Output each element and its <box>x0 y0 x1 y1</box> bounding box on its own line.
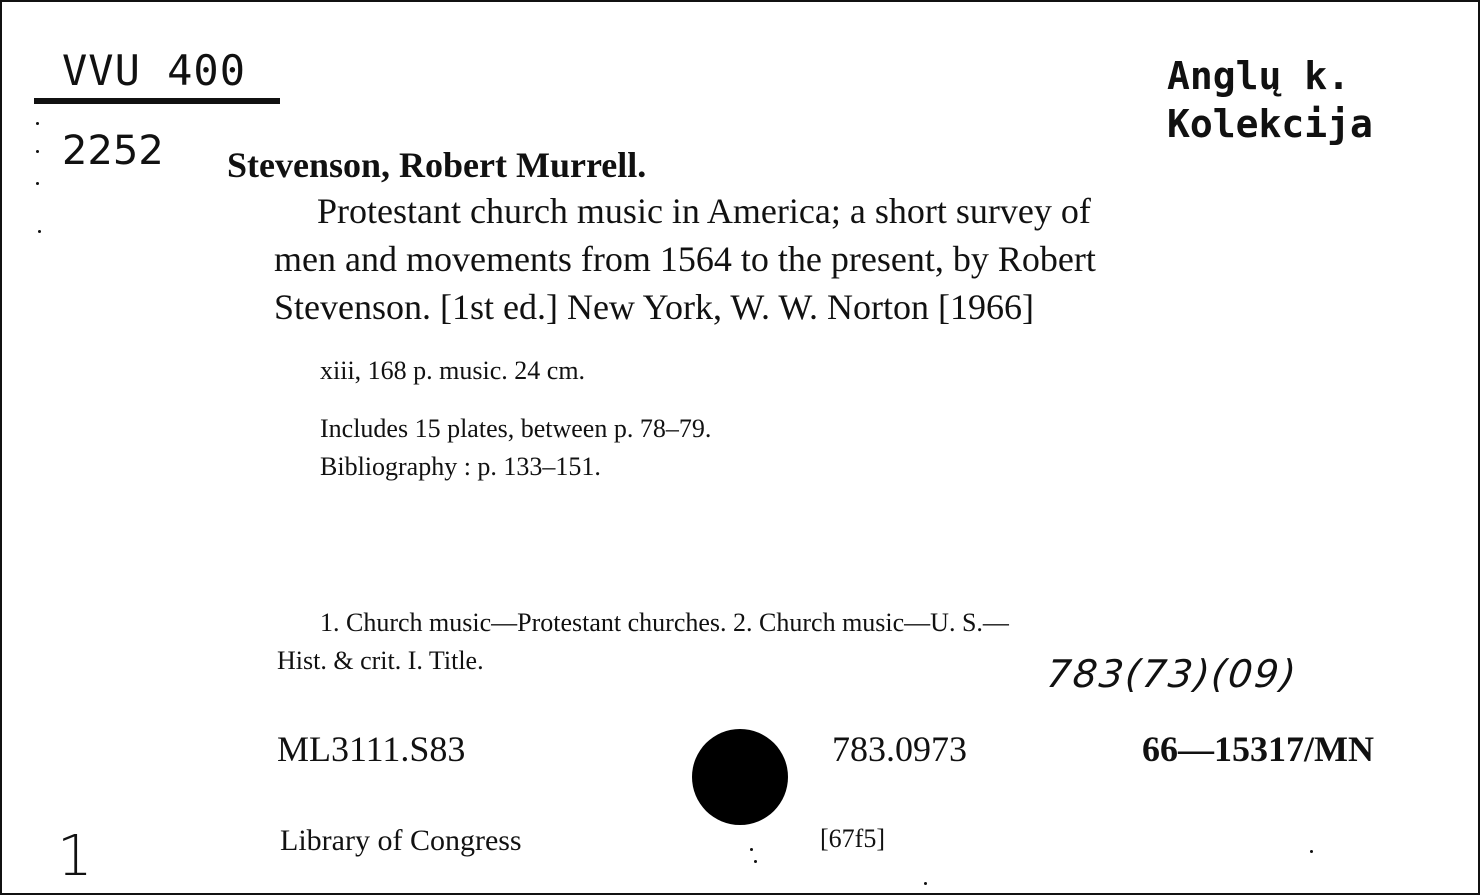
print-code: [67f5] <box>820 824 885 853</box>
handwritten-mark: 1 <box>57 824 93 889</box>
speck <box>36 150 39 153</box>
speck <box>750 848 753 851</box>
publisher-line: Library of Congress <box>280 824 522 857</box>
punch-hole <box>692 729 788 825</box>
speck <box>36 122 39 125</box>
title-line: Stevenson. [1st ed.] New York, W. W. Norton [1966] <box>274 287 1034 327</box>
note: Includes 15 plates, between p. 78–79. <box>320 414 712 443</box>
dewey-number: 783.0973 <box>832 729 967 769</box>
call-number-underline <box>34 98 280 104</box>
call-number: VVU 400 <box>62 46 247 95</box>
handwritten-classification: 783(73)(09) <box>1044 652 1300 696</box>
speck <box>36 182 39 185</box>
note: Bibliography : p. 133–151. <box>320 452 601 481</box>
title-line: Protestant church music in America; a short survey of <box>317 191 1091 231</box>
speck <box>924 882 927 885</box>
collection-label-line1: Anglų k. <box>1167 54 1351 98</box>
title-line: men and movements from 1564 to the present, by Robert <box>274 239 1096 279</box>
collection-label-line2: Kolekcija <box>1167 102 1373 146</box>
speck <box>754 860 757 863</box>
subject-tracing: 1. Church music—Protestant churches. 2. Church music—U. S.— <box>320 608 1009 637</box>
collation: xiii, 168 p. music. 24 cm. <box>320 356 586 385</box>
speck <box>1310 850 1313 853</box>
subject-tracing: Hist. & crit. I. Title. <box>277 646 484 675</box>
speck <box>38 230 41 233</box>
lc-call-number: ML3111.S83 <box>277 729 466 769</box>
author-heading: Stevenson, Robert Murrell. <box>227 145 647 185</box>
lccn: 66—15317/MN <box>1142 729 1374 769</box>
accession-number: 2252 <box>62 128 164 174</box>
